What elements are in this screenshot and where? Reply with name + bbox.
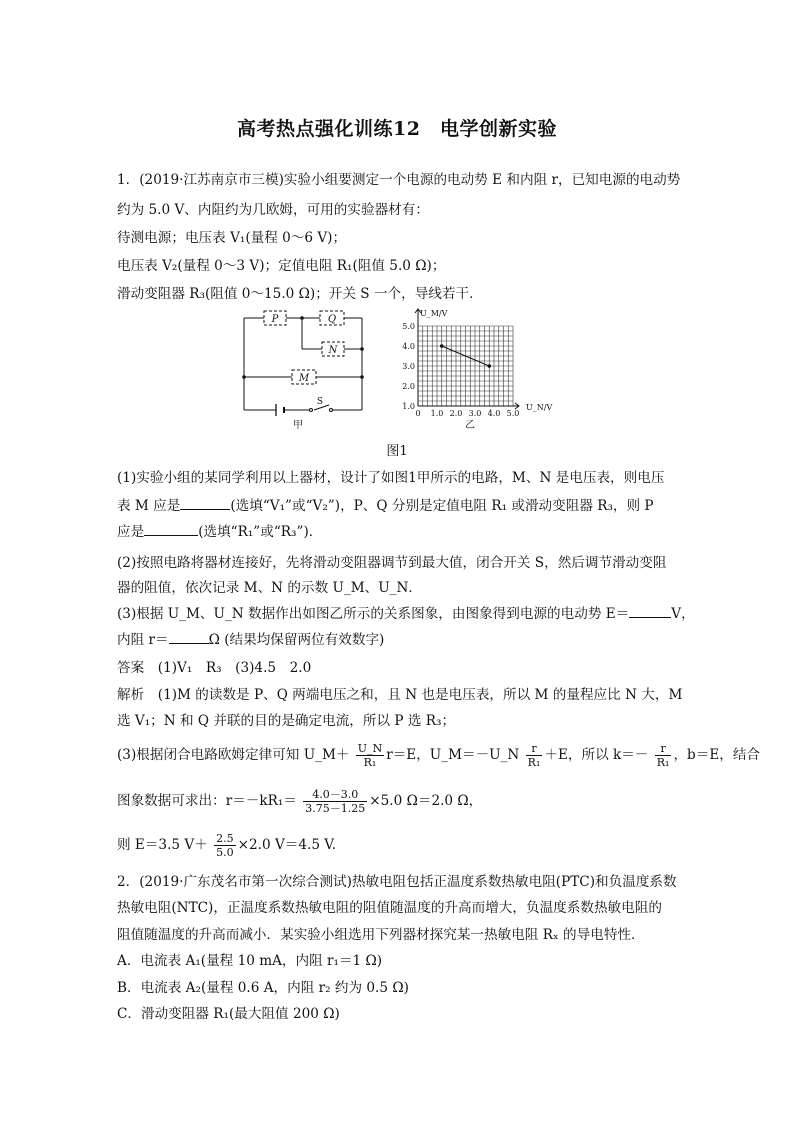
figure-caption: 图1 xyxy=(386,444,408,459)
switch-contact xyxy=(330,409,333,412)
q2-option-b: B．电流表 A₂(量程 0.6 A，内阻 r₂ 约为 0.5 Ω) xyxy=(117,980,409,996)
text: 则 E＝3.5 V＋ xyxy=(117,837,208,853)
label-N: N xyxy=(328,345,338,356)
text: 内阻 r＝ xyxy=(117,632,169,648)
y-axis-label: U_M/V xyxy=(420,309,448,318)
x-tick-label: 0 xyxy=(415,409,421,418)
q1-part1-line-3 xyxy=(117,522,687,542)
circuit-node xyxy=(360,347,364,351)
graph-yi xyxy=(398,306,558,434)
circuit-node xyxy=(300,316,304,320)
q2-stem-line-3: 阻值随温度的升高而减小．某实验小组选用下列器材探究某一热敏电阻 Rₓ 的导电特性． xyxy=(117,927,645,943)
y-tick-label: 5.0 xyxy=(402,322,415,331)
q1-part1-line-1: (1)实验小组的某同学利用以上器材，设计了如图1甲所示的电路，M、N 是电压表，则电压 xyxy=(117,470,665,486)
fraction xyxy=(303,788,367,815)
q2-option-a: A．电流表 A₁(量程 10 mA，内阻 r₁＝1 Ω) xyxy=(117,953,383,969)
denominator: 5.0 xyxy=(216,846,234,859)
x-axis-label: U_N/V xyxy=(526,403,553,412)
q1-equipment-line-2: 电压表 V₂(量程 0～3 V)；定值电阻 R₁(阻值 5.0 Ω)； xyxy=(117,258,446,274)
switch-contact xyxy=(310,409,313,412)
q1-part1-line-2 xyxy=(117,496,687,516)
label-P: P xyxy=(271,314,279,325)
answer-blank[interactable] xyxy=(180,496,230,510)
q1-part2-line-2: 器的阻值，依次记录 M、N 的示数 U_M、U_N． xyxy=(117,580,423,596)
circuit-node xyxy=(242,375,246,379)
numerator: 4.0－3.0 xyxy=(303,788,367,802)
text: ＋E，所以 k＝－ xyxy=(544,747,649,763)
numerator: 2.5 xyxy=(216,832,234,845)
answer-blank[interactable] xyxy=(144,522,198,536)
y-tick-label: 4.0 xyxy=(402,342,415,351)
q1-part2-line-1: (2)按照电路将器材连接好，先将滑动变阻器调节到最大值，闭合开关 S，然后调节滑动变阻 xyxy=(117,555,667,571)
data-point xyxy=(440,344,444,348)
q1-stem-line-1: 1．(2019·江苏南京市三模)实验小组要测定一个电源的电动势 E 和内阻 r，已知电源的电动势 xyxy=(117,172,681,188)
q1-analysis-line-3 xyxy=(117,742,761,769)
text: (3)根据 U_M、U_N 数据作出如图乙所示的关系图象，由图象得到电源的电动势 E＝ xyxy=(117,606,630,622)
q2-stem-line-1: 2．(2019·广东茂名市第一次综合测试)热敏电阻包括正温度系数热敏电阻(PTC)和负温度系数 xyxy=(117,874,677,890)
x-tick-label: 4.0 xyxy=(487,409,501,418)
x-tick-label: 5.0 xyxy=(506,409,520,418)
x-tick-label: 1.0 xyxy=(430,409,444,418)
text: 应是 xyxy=(117,524,145,540)
label-yi: 乙 xyxy=(465,420,475,431)
text: (3)根据闭合电路欧姆定律可知 U_M＋ xyxy=(117,747,350,763)
y-tick-label: 2.0 xyxy=(402,382,415,391)
q2-option-c: C．滑动变阻器 R₁(最大阻值 200 Ω) xyxy=(117,1006,340,1022)
label-Q: Q xyxy=(327,314,337,325)
numerator: r xyxy=(526,742,543,756)
q1-analysis-line-4 xyxy=(117,788,687,815)
label-jia: 甲 xyxy=(293,420,303,430)
denominator: R₁ xyxy=(656,756,670,769)
text: ，b＝E，结合 xyxy=(673,747,761,763)
denominator: 3.75－1.25 xyxy=(305,802,366,815)
circuit-diagram-jia xyxy=(236,306,376,430)
answer-blank[interactable] xyxy=(169,630,209,644)
x-tick-label: 2.0 xyxy=(449,409,463,418)
label-S: S xyxy=(316,397,324,407)
numerator: r xyxy=(655,742,672,756)
q1-part3-line-2 xyxy=(117,630,687,650)
circuit-node xyxy=(360,375,364,379)
q1-stem-line-2: 约为 5.0 V、内阻约为几欧姆，可用的实验器材有： xyxy=(117,202,429,218)
q1-analysis-line-1: 解析 (1)M 的读数是 P、Q 两端电压之和，且 N 也是电压表，所以 M 的量程应比 N 大，M xyxy=(117,687,683,703)
fraction xyxy=(356,742,384,769)
text: 表 M 应是 xyxy=(117,498,181,514)
q2-stem-line-2: 热敏电阻(NTC)，正温度系数热敏电阻的阻值随温度的升高而增大，负温度系数热敏电阻的 xyxy=(117,900,662,916)
text: V， xyxy=(671,606,695,622)
data-point xyxy=(487,364,491,368)
y-tick-label: 3.0 xyxy=(402,362,415,371)
numerator: U_N xyxy=(357,742,383,755)
q1-equipment-line-1: 待测电源；电压表 V₁(量程 0～6 V)； xyxy=(117,230,347,246)
denominator: R₁ xyxy=(363,756,377,769)
text: ×5.0 Ω＝2.0 Ω， xyxy=(369,793,483,809)
fraction xyxy=(655,742,672,769)
text: (选填“R₁”或“R₃”)． xyxy=(198,524,323,540)
fraction xyxy=(214,832,236,859)
text: ×2.0 V＝4.5 V. xyxy=(237,837,337,853)
answer-blank[interactable] xyxy=(629,604,671,618)
q1-analysis-line-5 xyxy=(117,832,687,859)
text: 图象数据可求出：r＝－kR₁＝ xyxy=(117,793,297,809)
denominator: R₁ xyxy=(527,756,541,769)
fraction xyxy=(526,742,543,769)
q1-analysis-line-2: 选 V₁；N 和 Q 并联的目的是确定电流，所以 P 选 R₃； xyxy=(117,713,456,729)
page-title: 高考热点强化训练12 电学创新实验 xyxy=(237,118,557,140)
q1-answer: 答案 (1)V₁ R₃ (3)4.5 2.0 xyxy=(117,660,312,676)
label-M: M xyxy=(298,373,310,384)
q1-equipment-line-3: 滑动变阻器 R₃(阻值 0～15.0 Ω)；开关 S 一个，导线若干． xyxy=(117,286,483,302)
text: (选填“V₁”或“V₂”)，P、Q 分别是定值电阻 R₁ 或滑动变阻器 R₃，则 P xyxy=(230,498,654,514)
text: Ω (结果均保留两位有效数字) xyxy=(208,632,385,648)
y-tick-label: 1.0 xyxy=(402,402,415,411)
q1-part3-line-1 xyxy=(117,604,695,624)
x-tick-label: 3.0 xyxy=(468,409,482,418)
text: r＝E，U_M＝－U_N xyxy=(386,747,520,763)
